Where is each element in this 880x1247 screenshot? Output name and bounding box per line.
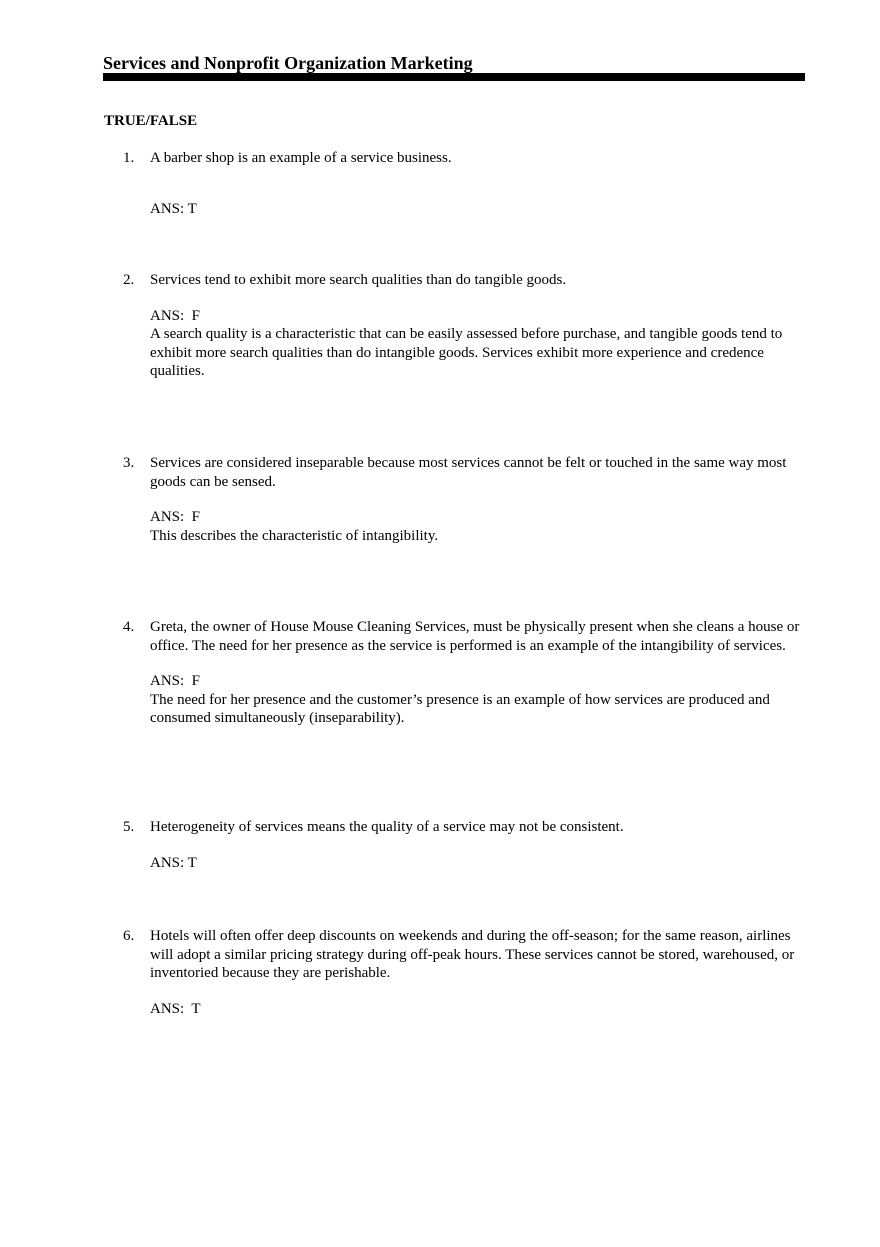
answer-label: ANS: T xyxy=(150,1000,201,1017)
question-row xyxy=(104,271,806,290)
title-rule xyxy=(103,73,805,81)
question-5 xyxy=(104,818,806,872)
question-number: 4. xyxy=(123,619,135,635)
question-text: Heterogeneity of services means the quality of a service may not be consistent. xyxy=(150,819,624,835)
question-6 xyxy=(104,927,806,1018)
question-4 xyxy=(104,618,806,728)
answer-label: ANS: T xyxy=(150,200,197,217)
question-3 xyxy=(104,454,806,545)
answer-block xyxy=(104,508,806,545)
question-number: 3. xyxy=(123,455,135,471)
answer-explanation: The need for her presence and the customer’s presence is an example of how services are produced and consumed simultaneously (inseparability). xyxy=(150,691,770,726)
question-text: A barber shop is an example of a service business. xyxy=(150,150,452,166)
answer-label: ANS: T xyxy=(150,854,197,871)
answer-block xyxy=(104,854,806,873)
page-title: Services and Nonprofit Organization Marketing xyxy=(103,53,473,73)
answer-block xyxy=(104,307,806,381)
question-row xyxy=(104,149,806,168)
question-number: 1. xyxy=(123,150,135,166)
question-number: 2. xyxy=(123,272,135,288)
question-row xyxy=(104,818,806,837)
question-number: 6. xyxy=(123,928,135,944)
section-heading: TRUE/FALSE xyxy=(104,113,198,129)
question-text: Hotels will often offer deep discounts on weekends and during the off-season; for the same reason, airlines will adopt a similar pricing strategy during off-peak hours. These services cannot be stored, warehoused, or inventoried because they are perishable. xyxy=(150,928,795,981)
question-number: 5. xyxy=(123,819,135,835)
question-row xyxy=(104,618,806,655)
answer-label: ANS: F xyxy=(150,307,201,324)
answer-label: ANS: F xyxy=(150,673,201,689)
answer-block xyxy=(104,200,806,219)
question-1 xyxy=(104,149,806,218)
question-row xyxy=(104,454,806,491)
question-2 xyxy=(104,271,806,381)
question-text: Greta, the owner of House Mouse Cleaning Services, must be physically present when she cleans a house or office. The need for her presence as the service is performed is an example of the intangibility of services. xyxy=(150,619,800,654)
answer-block xyxy=(104,672,806,728)
answer-label: ANS: F xyxy=(150,509,201,525)
question-text: Services are considered inseparable because most services cannot be felt or touched in the same way most goods can be sensed. xyxy=(150,455,787,490)
answer-explanation: A search quality is a characteristic that can be easily assessed before purchase, and tangible goods tend to exhibit more search qualities than do intangible goods. Services exhibit more experience and credence qualities. xyxy=(150,326,783,379)
question-row xyxy=(104,927,806,983)
answer-block xyxy=(104,1000,806,1019)
question-text: Services tend to exhibit more search qualities than do tangible goods. xyxy=(150,272,567,288)
answer-explanation: This describes the characteristic of intangibility. xyxy=(150,527,439,544)
